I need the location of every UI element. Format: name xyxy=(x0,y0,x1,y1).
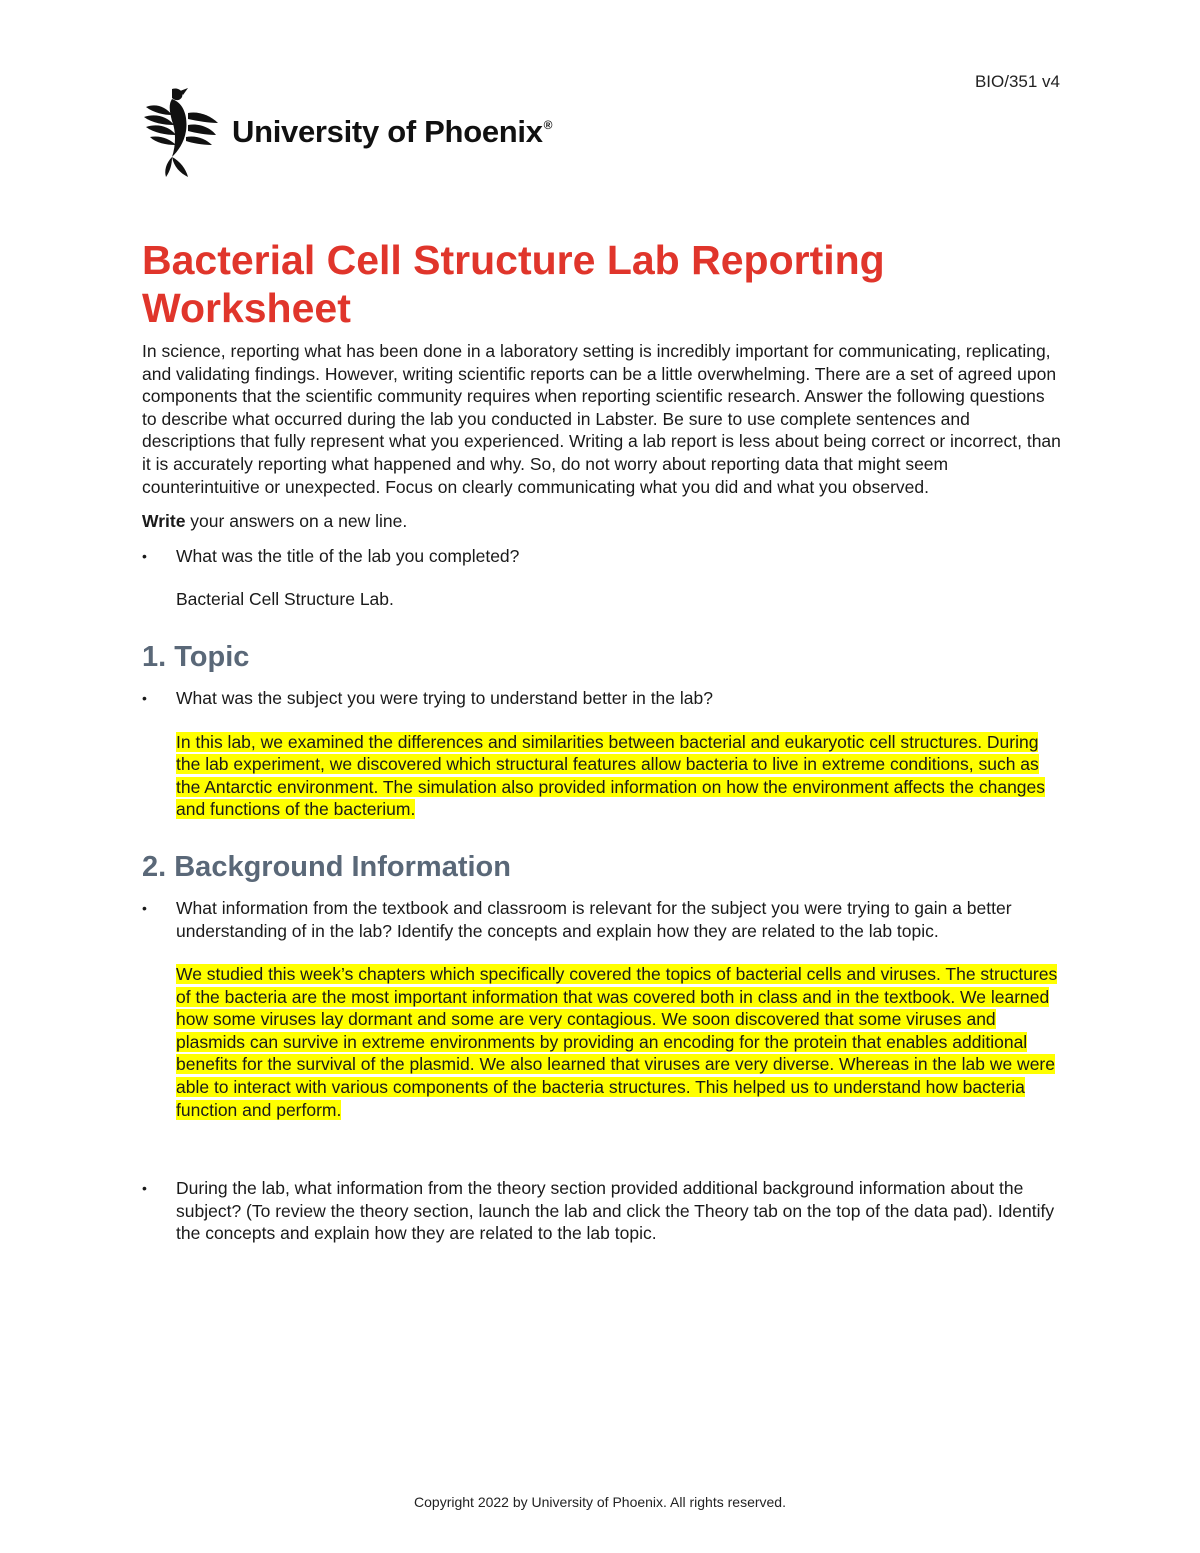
university-logo xyxy=(142,84,552,180)
phoenix-bird-icon xyxy=(142,85,222,179)
bullet-icon: • xyxy=(142,1180,147,1197)
intro-paragraph: In science, reporting what has been done in a laboratory setting is incredibly important for communicating, replicating, and validating findings. However, writing scientific reports can be a little overwhelming. There are a set of agreed upon components that the scientific community requires when reporting scientific research. Answer the following questions to describe what occurred during the lab you conducted in Labster. Be sure to use complete sentences and descriptions that fully represent what you experienced. Writing a lab report is less about being correct or incorrect, than it is accurately reporting what happened and why. So, do not worry about reporting data that might seem counterintuitive or unexpected. Focus on clearly communicating what you did and what you observed. xyxy=(142,341,1061,497)
instruction-text: your answers on a new line. xyxy=(185,511,408,532)
copyright-footer: Copyright 2022 by University of Phoenix. All rights reserved. xyxy=(414,1494,786,1510)
question-lab-title xyxy=(142,545,1062,568)
section-heading-background: 2. Background Information xyxy=(142,850,511,883)
question-text: What was the title of the lab you completed? xyxy=(176,545,520,566)
logo-wordmark: University of Phoenix® xyxy=(232,114,553,149)
question-background-1 xyxy=(142,897,1062,942)
question-text: During the lab, what information from the theory section provided additional background information about the subject? (To review the theory section, launch the lab and click the Theory tab on the top of the data pad). Identify the concepts and explain how they are related to the lab topic. xyxy=(176,1178,1055,1244)
answer-lab-title: Bacterial Cell Structure Lab. xyxy=(176,589,394,610)
document-body xyxy=(142,236,1062,1245)
course-code: BIO/351 v4 xyxy=(974,72,1060,91)
highlighted-answer: We studied this week’s chapters which specifically covered the topics of bacterial cells and viruses. The structures of the bacteria are the most important information that was covered both in class and in the textbook. We learned how some viruses lay dormant and some are very contagious. We soon discovered that some viruses and plasmids can survive in extreme environments by providing an encoding for the protein that enables additional benefits for the survival of the plasmid. We also learned that viruses are very diverse. Whereas in the lab we were able to interact with various components of the bacteria structures. This helped us to understand how bacteria function and perform. xyxy=(176,964,1058,1120)
question-text: What information from the textbook and classroom is relevant for the subject you were trying to gain a better understanding of in the lab? Identify the concepts and explain how they are related to the lab topic. xyxy=(176,897,1012,941)
question-topic xyxy=(142,687,1062,710)
instruction-line xyxy=(142,510,1062,533)
bullet-icon: • xyxy=(142,689,147,706)
section-heading-topic: 1. Topic xyxy=(142,640,250,673)
bullet-icon: • xyxy=(142,547,147,564)
bullet-icon: • xyxy=(142,899,147,916)
answer-background-1 xyxy=(142,963,1062,1121)
question-background-2 xyxy=(142,1177,1062,1245)
highlighted-answer: In this lab, we examined the differences and similarities between bacterial and eukaryotic cell structures. During the lab experiment, we discovered which structural features allow bacteria to live in extreme conditions, such as the Antarctic environment. The simulation also provided information on how the environment affects the changes and functions of the bacterium. xyxy=(176,731,1046,820)
page-title: Bacterial Cell Structure Lab Reporting Worksheet xyxy=(142,237,885,331)
registered-mark: ® xyxy=(543,118,553,132)
answer-topic xyxy=(142,731,1062,821)
question-text: What was the subject you were trying to understand better in the lab? xyxy=(176,687,713,708)
instruction-bold: Write xyxy=(142,511,186,532)
